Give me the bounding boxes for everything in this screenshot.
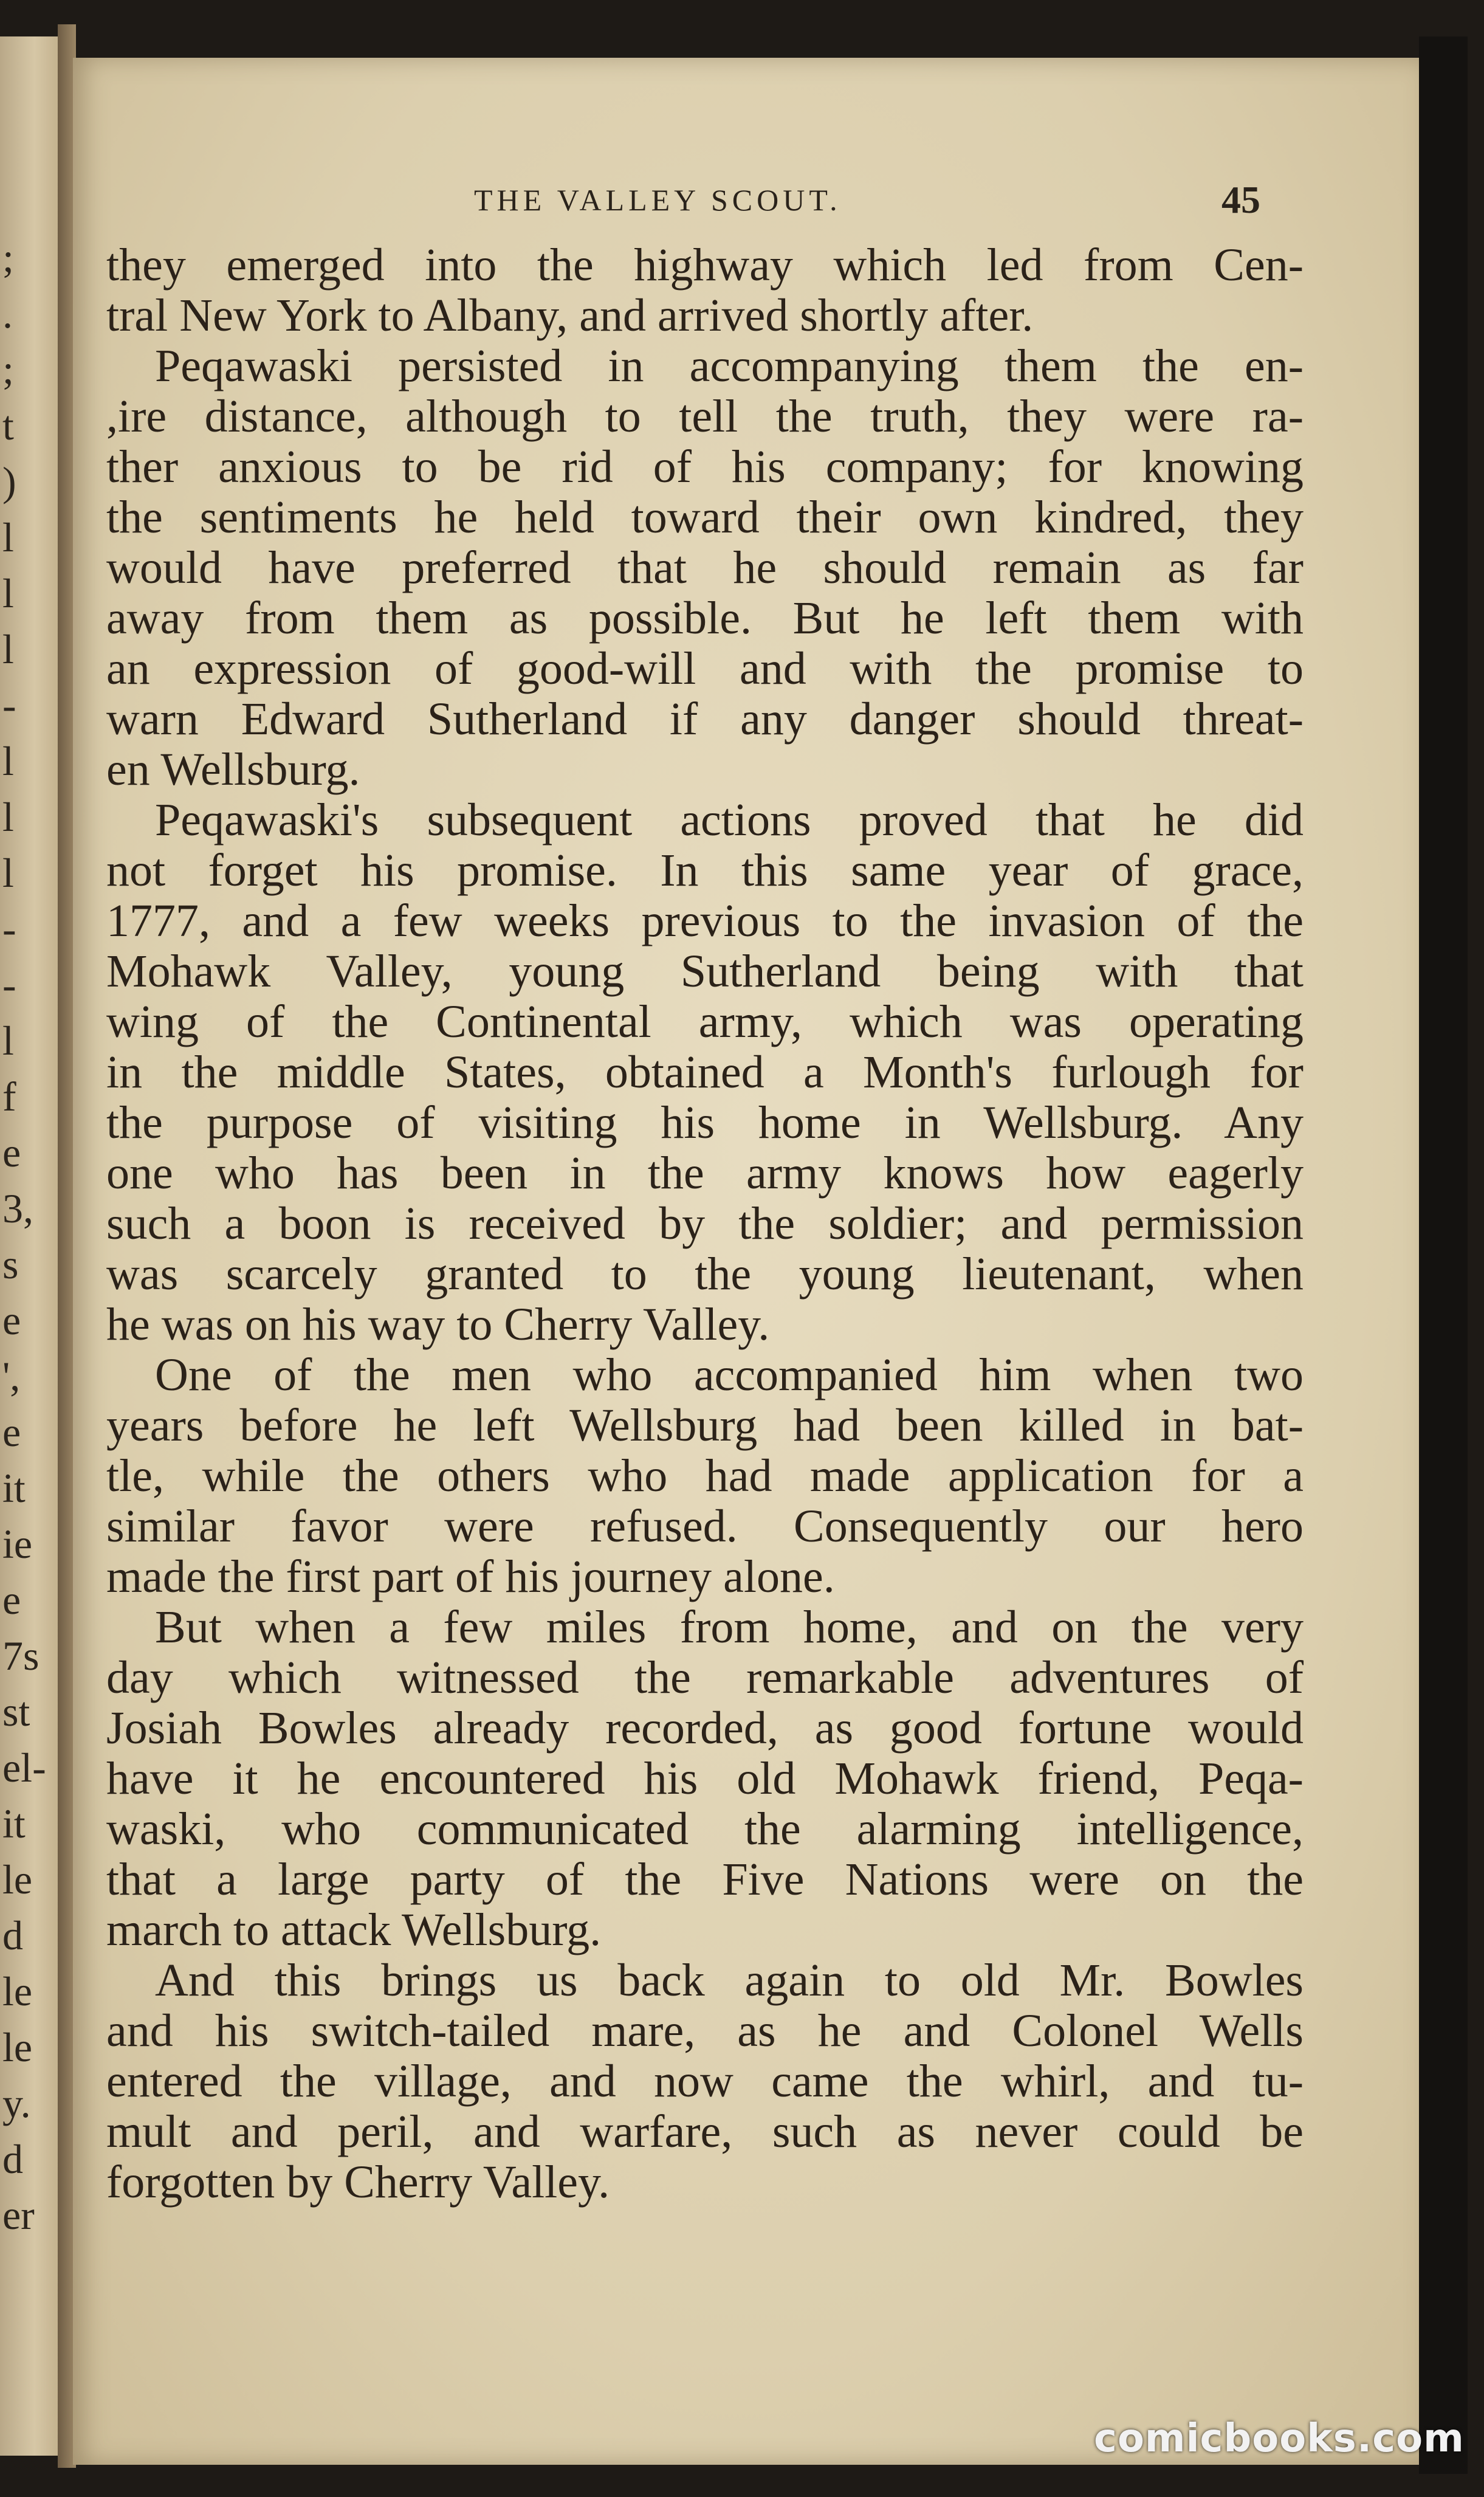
facing-page-fragment: it: [2, 1800, 26, 1847]
facing-page-fragment: l: [2, 570, 14, 616]
facing-page-fragment: ): [2, 458, 16, 505]
text-line: ,ire distance, although to tell the truth, they were ra-: [106, 391, 1304, 442]
text-line: that a large party of the Five Nations were on the: [106, 1854, 1304, 1905]
facing-page-edge: [0, 36, 58, 2456]
text-line: one who has been in the army knows how eagerly: [106, 1148, 1304, 1199]
running-title: THE VALLEY SCOUT.: [474, 183, 842, 217]
text-line: tle, while the others who had made application for a: [106, 1450, 1304, 1501]
watermark: comicbooks.com: [1094, 2416, 1465, 2461]
text-line: was scarcely granted to the young lieutenant, when: [106, 1248, 1304, 1300]
text-line: tral New York to Albany, and arrived shortly after.: [106, 290, 1034, 341]
text-line: he was on his way to Cherry Valley.: [106, 1299, 770, 1350]
facing-page-fragment: l: [2, 1018, 14, 1064]
body-text: [106, 240, 1304, 2208]
facing-page-fragment: d: [2, 2136, 23, 2182]
paragraph: [106, 1955, 1304, 2208]
facing-page-fragment: e: [2, 1297, 21, 1343]
facing-page-fragment: -: [2, 682, 16, 728]
text-line: years before he left Wellsburg had been killed in bat-: [106, 1400, 1304, 1451]
facing-page-fragment: st: [2, 1689, 30, 1735]
facing-page-fragment: le: [2, 1968, 33, 2014]
text-line: the sentiments he held toward their own kindred, they: [106, 492, 1304, 543]
text-line: One of the men who accompanied him when two: [155, 1349, 1304, 1400]
facing-page-fragment: t: [2, 402, 14, 449]
text-line: march to attack Wellsburg.: [106, 1904, 602, 1955]
text-line: 1777, and a few weeks previous to the invasion of the: [106, 895, 1304, 946]
text-line: away from them as possible. But he left them with: [106, 593, 1304, 644]
facing-page-fragment: it: [2, 1465, 26, 1511]
facing-page-fragment: y.: [2, 2080, 31, 2126]
facing-page-fragment: .: [2, 291, 13, 337]
paragraph: [106, 240, 1304, 341]
text-line: and his switch-tailed mare, as he and Colonel Wells: [106, 2005, 1304, 2056]
text-line: the purpose of visiting his home in Wellsburg. Any: [106, 1097, 1304, 1148]
facing-page-fragment: f: [2, 1073, 16, 1120]
text-line: And this brings us back again to old Mr. Bowles: [155, 1955, 1304, 2006]
text-line: Peqawaski's subsequent actions proved that he did: [155, 794, 1304, 846]
facing-page-fragment: l: [2, 626, 14, 672]
scan-right-edge: [1419, 36, 1468, 2474]
facing-page-fragment: ie: [2, 1521, 33, 1567]
paragraph: [106, 1350, 1304, 1602]
text-line: entered the village, and now came the whirl, and tu-: [106, 2056, 1304, 2107]
paragraph: [106, 341, 1304, 795]
text-line: forgotten by Cherry Valley.: [106, 2157, 610, 2208]
text-line: But when a few miles from home, and on the very: [155, 1602, 1304, 1653]
text-line: waski, who communicated the alarming intelligence,: [106, 1803, 1304, 1855]
facing-page-fragment: l: [2, 794, 14, 840]
text-line: would have preferred that he should remain as far: [106, 542, 1304, 593]
page-number: 45: [1221, 178, 1260, 221]
text-line: warn Edward Sutherland if any danger should threat-: [106, 694, 1304, 745]
facing-page-fragment: l: [2, 514, 14, 560]
text-line: day which witnessed the remarkable adventures of: [106, 1652, 1304, 1703]
text-line: Josiah Bowles already recorded, as good fortune would: [106, 1703, 1304, 1754]
facing-page-fragment: el-: [2, 1744, 46, 1791]
text-line: Peqawaski persisted in accompanying them the en-: [155, 340, 1304, 391]
text-line: an expression of good-will and with the promise to: [106, 643, 1304, 694]
text-line: not forget his promise. In this same year of grace,: [106, 845, 1304, 896]
facing-page-fragment: -: [2, 906, 16, 952]
facing-page-fragment: le: [2, 1856, 33, 1903]
facing-page-fragment: le: [2, 2024, 33, 2070]
facing-page-fragment: e: [2, 1409, 21, 1455]
facing-page-fragment: s: [2, 1241, 19, 1287]
text-line: have it he encountered his old Mohawk friend, Peqa-: [106, 1753, 1304, 1804]
book-page: [73, 58, 1419, 2465]
paragraph: [106, 795, 1304, 1350]
text-line: Mohawk Valley, young Sutherland being with that: [106, 946, 1304, 997]
text-line: ther anxious to be rid of his company; for knowing: [106, 441, 1304, 492]
text-line: wing of the Continental army, which was operating: [106, 996, 1304, 1047]
facing-page-fragment: 7s: [2, 1633, 40, 1679]
facing-page-fragment: d: [2, 1912, 23, 1958]
text-line: in the middle States, obtained a Month's furlough for: [106, 1047, 1304, 1098]
facing-page-fragment: 3,: [2, 1185, 33, 1231]
text-line: made the first part of his journey alone.: [106, 1551, 835, 1602]
facing-page-fragment: e: [2, 1577, 21, 1623]
facing-page-fragment: e: [2, 1129, 21, 1176]
facing-page-fragment: l: [2, 738, 14, 784]
facing-page-fragment: ;: [2, 235, 14, 281]
facing-page-fragment: ',: [2, 1353, 21, 1399]
facing-page-fragment: l: [2, 850, 14, 896]
facing-page-fragment: -: [2, 962, 16, 1008]
text-line: they emerged into the highway which led from Cen-: [106, 239, 1304, 291]
facing-page-fragment: er: [2, 2192, 35, 2238]
text-line: similar favor were refused. Consequently our hero: [106, 1501, 1304, 1552]
text-line: mult and peril, and warfare, such as never could be: [106, 2106, 1304, 2157]
paragraph: [106, 1602, 1304, 1955]
text-line: en Wellsburg.: [106, 744, 360, 795]
running-head: [73, 178, 1419, 231]
text-line: such a boon is received by the soldier; and permission: [106, 1198, 1304, 1249]
facing-page-fragment: ;: [2, 346, 14, 393]
